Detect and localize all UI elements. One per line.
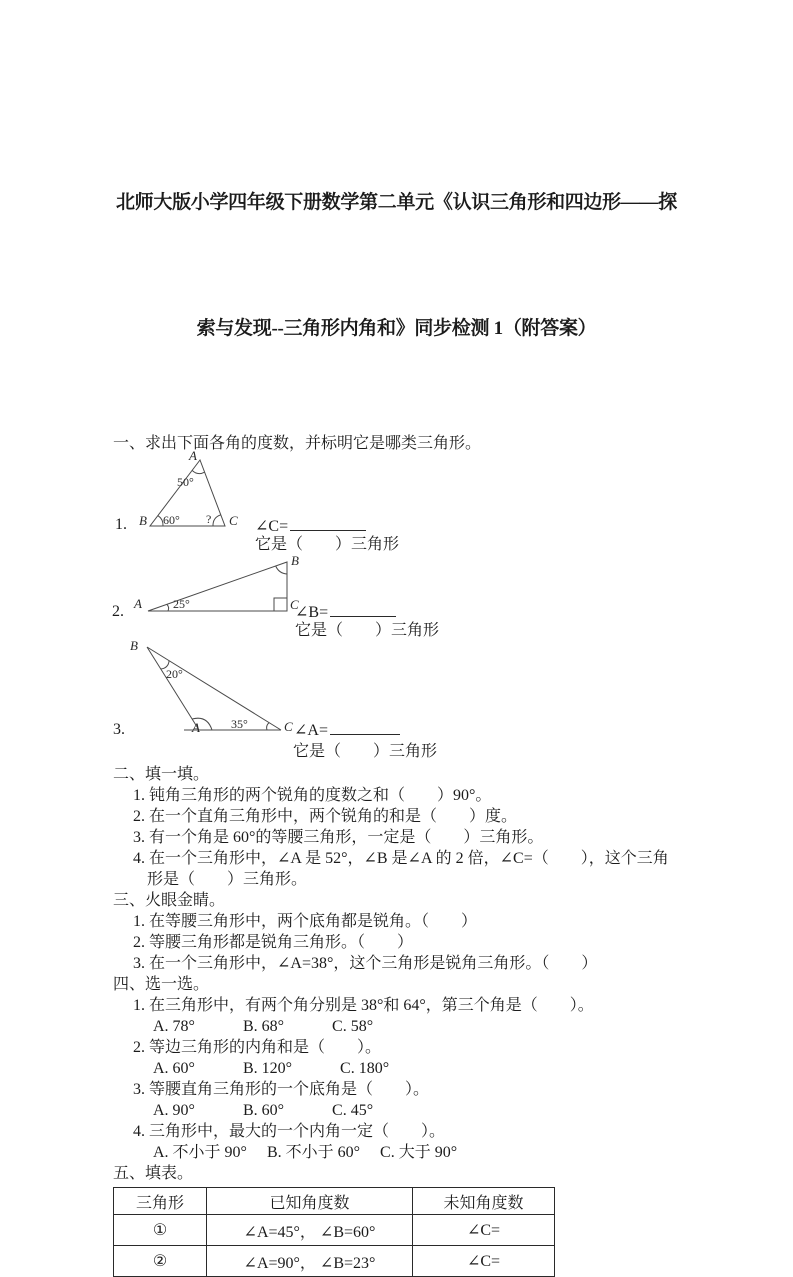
triangle-3-outline [147,647,281,730]
table-row-1-label: ① [114,1215,207,1246]
choice-question-1: 1. 在三角形中，有两个角分别是 38°和 64°，第三个角是（ ）。 [133,997,594,1014]
triangle-1-vertex-c-label: C [229,513,238,528]
triangle-2-angle-arc-b [276,566,287,574]
table-row-2-label: ② [114,1246,207,1277]
table-row [114,1215,555,1246]
triangle-1-angle-b-value: 60° [163,513,180,527]
title-line-1: 北师大版小学四年级下册数学第二单元《认识三角形和四边形——探 [115,192,677,213]
section-1-header: 一、求出下面各角的度数，并标明它是哪类三角形。 [113,435,482,452]
triangle-2-right-angle-marker [274,598,287,611]
problem-2-answer-label: ∠B= [295,604,329,621]
problem-3-answer-row [294,719,400,741]
table-header-known: 已知角度数 [207,1188,413,1215]
fill-table [113,1187,555,1277]
triangle-2-figure [133,552,303,617]
table-row-1-known: ∠A=45°， ∠B=60° [207,1215,413,1246]
triangle-1-vertex-b-label: B [139,513,147,528]
triangle-3-vertex-a-label: A [192,720,200,735]
fill-item-4-continuation: 形是（ ）三角形。 [147,871,308,888]
table-row-2-unknown: ∠C= [413,1246,555,1277]
section-1-figures [112,448,738,764]
section-2-header: 二、填一填。 [113,766,210,783]
table-header-unknown: 未知角度数 [413,1188,555,1215]
choice-question-2: 2. 等边三角形的内角和是（ ）。 [133,1039,382,1056]
problem-3-answer-blank [330,719,400,735]
triangle-2-vertex-c-label: C [290,597,299,612]
fill-item-4: 4. 在一个三角形中，∠A 是 52°，∠B 是∠A 的 2 倍，∠C=（ ），这个三角 [133,850,669,867]
triangle-2-vertex-a-label: A [134,596,142,611]
table-row [114,1246,555,1277]
triangle-3-vertex-c-label: C [284,719,293,734]
judge-item-2: 2. 等腰三角形都是锐角三角形。（ ） [133,934,414,951]
problem-1-answer-blank [290,515,366,531]
problem-1-answer-label: ∠C= [255,518,289,535]
table-row-1-unknown: ∠C= [413,1215,555,1246]
problem-1-type-line: 它是（ ）三角形 [255,536,400,553]
triangle-2-outline [148,562,287,611]
table-header-triangle: 三角形 [114,1188,207,1215]
document-title [0,0,793,434]
triangle-3-vertex-b-label: B [130,638,138,653]
triangle-1-angle-a-value: 50° [177,475,194,489]
table-header-row [114,1188,555,1215]
problem-2-answer-blank [330,601,396,617]
triangle-1-vertex-a-label: A [189,448,197,463]
problem-3-number: 3. [113,721,125,738]
triangle-3-angle-b-value: 20° [166,667,183,681]
choice-question-4: 4. 三角形中，最大的一个内角一定（ ）。 [133,1123,446,1140]
triangle-1-figure [133,449,250,532]
problem-2-number: 2. [112,603,124,620]
choice-options-2: A. 60° B. 120° C. 180° [153,1060,390,1077]
choice-options-4: A. 不小于 90° B. 不小于 60° C. 大于 90° [153,1144,458,1161]
triangle-2-angle-arc-a [167,604,169,611]
triangle-2-angle-a-value: 25° [173,597,190,611]
triangle-1-outline [150,460,225,526]
problem-3-type-line: 它是（ ）三角形 [293,743,438,760]
triangle-3-angle-c-value: 35° [231,717,248,731]
judge-item-1: 1. 在等腰三角形中，两个底角都是锐角。（ ） [133,913,478,930]
triangle-1-angle-arc-top [192,470,205,473]
table-row-2-known: ∠A=90°， ∠B=23° [207,1246,413,1277]
section-4-header: 四、选一选。 [113,976,210,993]
triangle-2-vertex-b-label: B [291,553,299,568]
fill-item-3: 3. 有一个角是 60°的等腰三角形，一定是（ ）三角形。 [133,829,544,846]
triangle-1-angle-arc-right [213,515,221,526]
title-line-2: 索与发现--三角形内角和》同步检测 1（附答案） [196,318,597,339]
triangle-3-figure [128,638,300,737]
choice-options-1: A. 78° B. 68° C. 58° [153,1018,374,1035]
choice-question-3: 3. 等腰直角三角形的一个底角是（ ）。 [133,1081,430,1098]
triangle-1-angle-c-value: ? [206,512,212,526]
fill-item-1: 1. 钝角三角形的两个锐角的度数之和（ ）90°。 [133,787,492,804]
problem-3-answer-label: ∠A= [294,722,328,739]
choice-options-3: A. 90° B. 60° C. 45° [153,1102,374,1119]
fill-table-wrapper [113,1187,738,1277]
section-5-header: 五、填表。 [113,1165,194,1182]
triangle-3-angle-arc-c [267,723,270,730]
worksheet-body [113,434,738,1277]
problem-1-number: 1. [115,516,127,533]
section-3-header: 三、火眼金睛。 [113,892,226,909]
fill-item-2: 2. 在一个直角三角形中，两个锐角的和是（ ）度。 [133,808,518,825]
judge-item-3: 3. 在一个三角形中，∠A=38°，这个三角形是锐角三角形。（ ） [133,955,598,972]
problem-2-type-line: 它是（ ）三角形 [295,622,440,639]
